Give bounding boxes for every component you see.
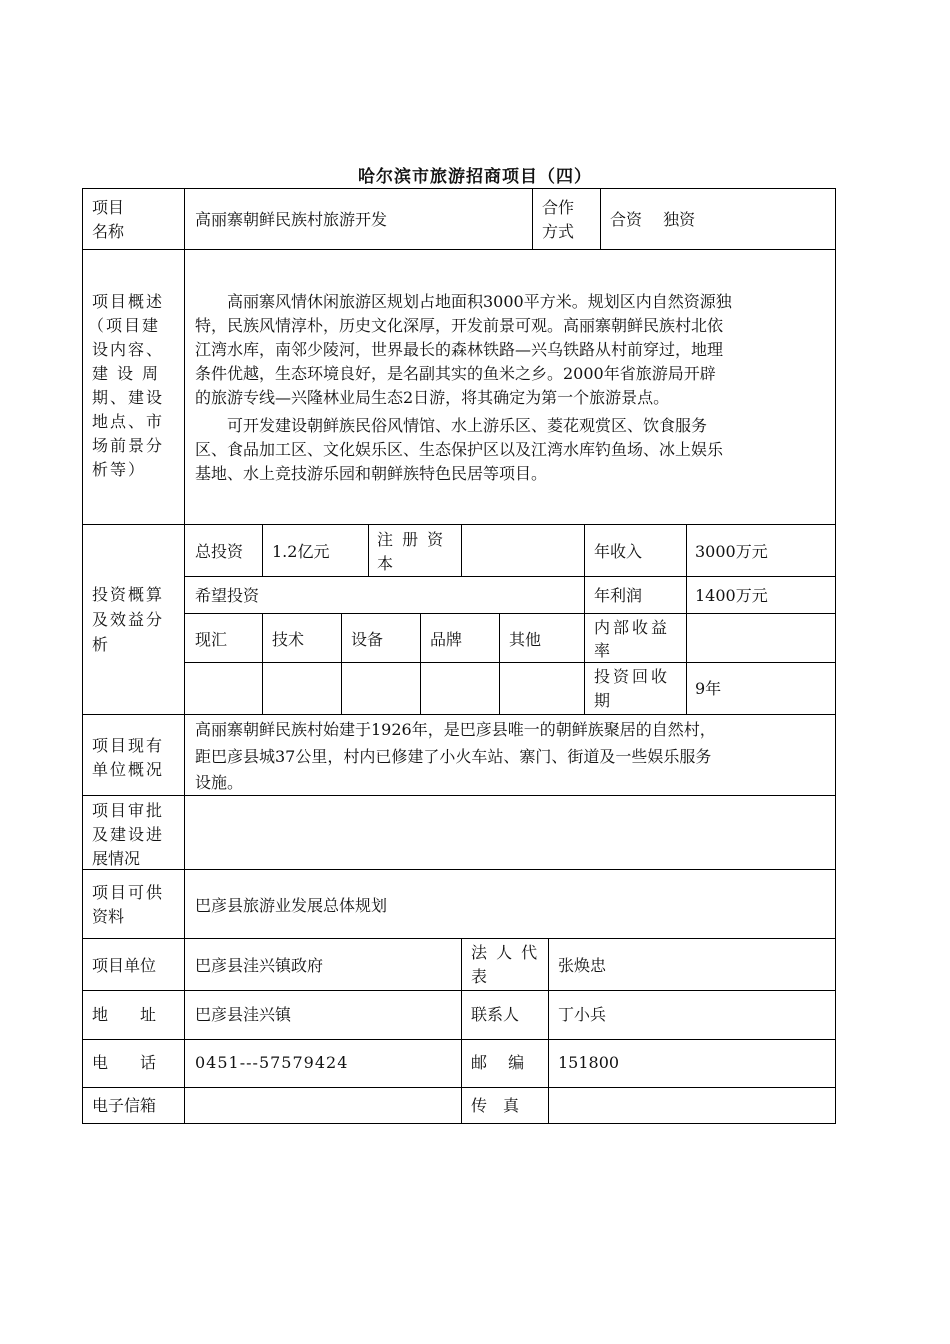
- row-divider: [82, 1039, 836, 1040]
- overview-text-line: 区、食品加工区、文化娱乐区、生态保护区以及江湾水库钓鱼场、冰上娱乐: [195, 440, 724, 459]
- postcode-value: 151800: [558, 1053, 620, 1072]
- annual-profit-label: 年利润: [594, 586, 643, 605]
- col-divider: [461, 938, 462, 1124]
- row-divider: [184, 662, 836, 663]
- irr-label: 率: [594, 641, 611, 660]
- approval-label: 及建设进: [92, 825, 165, 844]
- overview-text-line: 基地、水上竞技游乐园和朝鲜族特色民居等项目。: [195, 464, 548, 483]
- project-name-value: 高丽寨朝鲜民族村旅游开发: [195, 210, 388, 229]
- investment-label: 投资概算: [92, 585, 165, 604]
- cooperation-mode-label: 合作: [542, 198, 575, 217]
- registered-capital-label: 注 册 资: [377, 530, 446, 549]
- payback-label: 期: [594, 691, 611, 710]
- col-divider: [341, 613, 342, 714]
- col-divider: [686, 576, 687, 613]
- approval-label: 展情况: [92, 849, 141, 868]
- row-divider: [184, 613, 836, 614]
- row-divider: [82, 938, 836, 939]
- row-divider: [82, 249, 836, 250]
- address-value: 巴彦县洼兴镇: [195, 1005, 292, 1024]
- col-divider: [368, 524, 369, 576]
- project-name-label: 项目: [92, 198, 125, 217]
- col-divider: [532, 188, 533, 249]
- total-investment-label: 总投资: [195, 542, 244, 561]
- overview-label: 期、建设: [92, 388, 165, 407]
- investment-type-other: 其他: [509, 630, 542, 649]
- col-divider: [499, 613, 500, 714]
- annual-income-label: 年收入: [594, 542, 643, 561]
- investment-type-equipment: 设备: [351, 630, 384, 649]
- legal-rep-label: 法 人 代: [471, 943, 540, 962]
- project-name-label: 名称: [92, 222, 125, 241]
- overview-text-line: 条件优越，生态环境良好，是名副其实的鱼米之乡。2000年省旅游局开辟: [195, 364, 716, 383]
- col-divider: [686, 524, 687, 576]
- annual-profit-value: 1400万元: [695, 586, 768, 605]
- col-divider: [262, 613, 263, 714]
- overview-label: （项目建: [88, 316, 161, 335]
- expected-investment-label: 希望投资: [195, 586, 260, 605]
- overview-text-line: 江湾水库，南邻少陵河，世界最长的森林铁路—兴乌铁路从村前穿过，地理: [195, 340, 724, 359]
- row-divider: [82, 990, 836, 991]
- overview-label: 项目概述: [92, 292, 165, 311]
- overview-label: 地点、市: [92, 412, 165, 431]
- legal-rep-label: 表: [471, 967, 488, 986]
- project-unit-label: 项目单位: [92, 956, 157, 975]
- row-divider: [82, 524, 836, 525]
- overview-text-line: 高丽寨风情休闲旅游区规划占地面积3000平方米。规划区内自然资源独: [195, 292, 732, 311]
- overview-label: 析等）: [92, 460, 147, 479]
- page-title: 哈尔滨市旅游招商项目（四）: [358, 167, 592, 187]
- irr-label: 内部收益: [594, 618, 671, 637]
- current-status-text-line: 距巴彦县城37公里，村内已修建了小火车站、寨门、街道及一些娱乐服务: [195, 747, 712, 766]
- col-divider: [548, 938, 549, 1124]
- current-status-label: 项目现有: [92, 736, 165, 755]
- row-divider: [82, 1087, 836, 1088]
- contact-value: 丁小兵: [558, 1005, 607, 1024]
- approval-label: 项目审批: [92, 801, 165, 820]
- current-status-text-line: 高丽寨朝鲜民族村始建于1926年，是巴彦县唯一的朝鲜族聚居的自然村，: [195, 720, 716, 739]
- postcode-label: 邮 编: [471, 1053, 525, 1072]
- payback-label: 投资回收: [594, 667, 671, 686]
- col-divider: [461, 524, 462, 576]
- col-divider: [184, 188, 185, 1124]
- overview-text-line: 特，民族风情淳朴，历史文化深厚，开发前景可观。高丽寨朝鲜民族村北依: [195, 316, 724, 335]
- col-divider: [420, 613, 421, 714]
- overview-text-line: 可开发建设朝鲜族民俗风情馆、水上游乐区、菱花观赏区、饮食服务: [195, 416, 708, 435]
- materials-label: 资料: [92, 907, 125, 926]
- project-unit-value: 巴彦县洼兴镇政府: [195, 956, 324, 975]
- overview-label: 建设周: [92, 364, 168, 383]
- investment-type-brand: 品牌: [430, 630, 463, 649]
- current-status-text-line: 设施。: [195, 773, 244, 792]
- investment-label: 及效益分: [92, 610, 165, 629]
- col-divider: [584, 524, 585, 714]
- total-investment-value: 1.2亿元: [272, 542, 330, 561]
- materials-value: 巴彦县旅游业发展总体规划: [195, 896, 388, 915]
- overview-label: 设内容、: [92, 340, 165, 359]
- fax-label: 传 真: [471, 1096, 520, 1115]
- row-divider: [82, 714, 836, 715]
- investment-type-cash: 现汇: [195, 630, 228, 649]
- investment-label: 析: [92, 635, 109, 654]
- payback-value: 9年: [695, 679, 722, 698]
- materials-label: 项目可供: [92, 883, 165, 902]
- overview-text-line: 的旅游专线—兴隆林业局生态2日游，将其确定为第一个旅游景点。: [195, 388, 670, 407]
- current-status-label: 单位概况: [92, 760, 165, 779]
- row-divider: [82, 869, 836, 870]
- overview-label: 场前景分: [92, 436, 165, 455]
- col-divider: [262, 524, 263, 576]
- phone-label: 电 话: [92, 1053, 157, 1072]
- cooperation-mode-value: 合资 独资: [610, 210, 696, 229]
- col-divider: [600, 188, 601, 249]
- row-divider: [184, 576, 836, 577]
- contact-label: 联系人: [471, 1005, 520, 1024]
- annual-income-value: 3000万元: [695, 542, 768, 561]
- email-label: 电子信箱: [92, 1096, 157, 1115]
- phone-value: 0451---57579424: [195, 1053, 349, 1072]
- row-divider: [82, 795, 836, 796]
- address-label: 地 址: [92, 1005, 157, 1024]
- investment-type-technology: 技术: [272, 630, 305, 649]
- registered-capital-label: 本: [377, 554, 394, 573]
- cooperation-mode-label: 方式: [542, 222, 575, 241]
- legal-rep-value: 张焕忠: [558, 956, 607, 975]
- col-divider: [686, 613, 687, 714]
